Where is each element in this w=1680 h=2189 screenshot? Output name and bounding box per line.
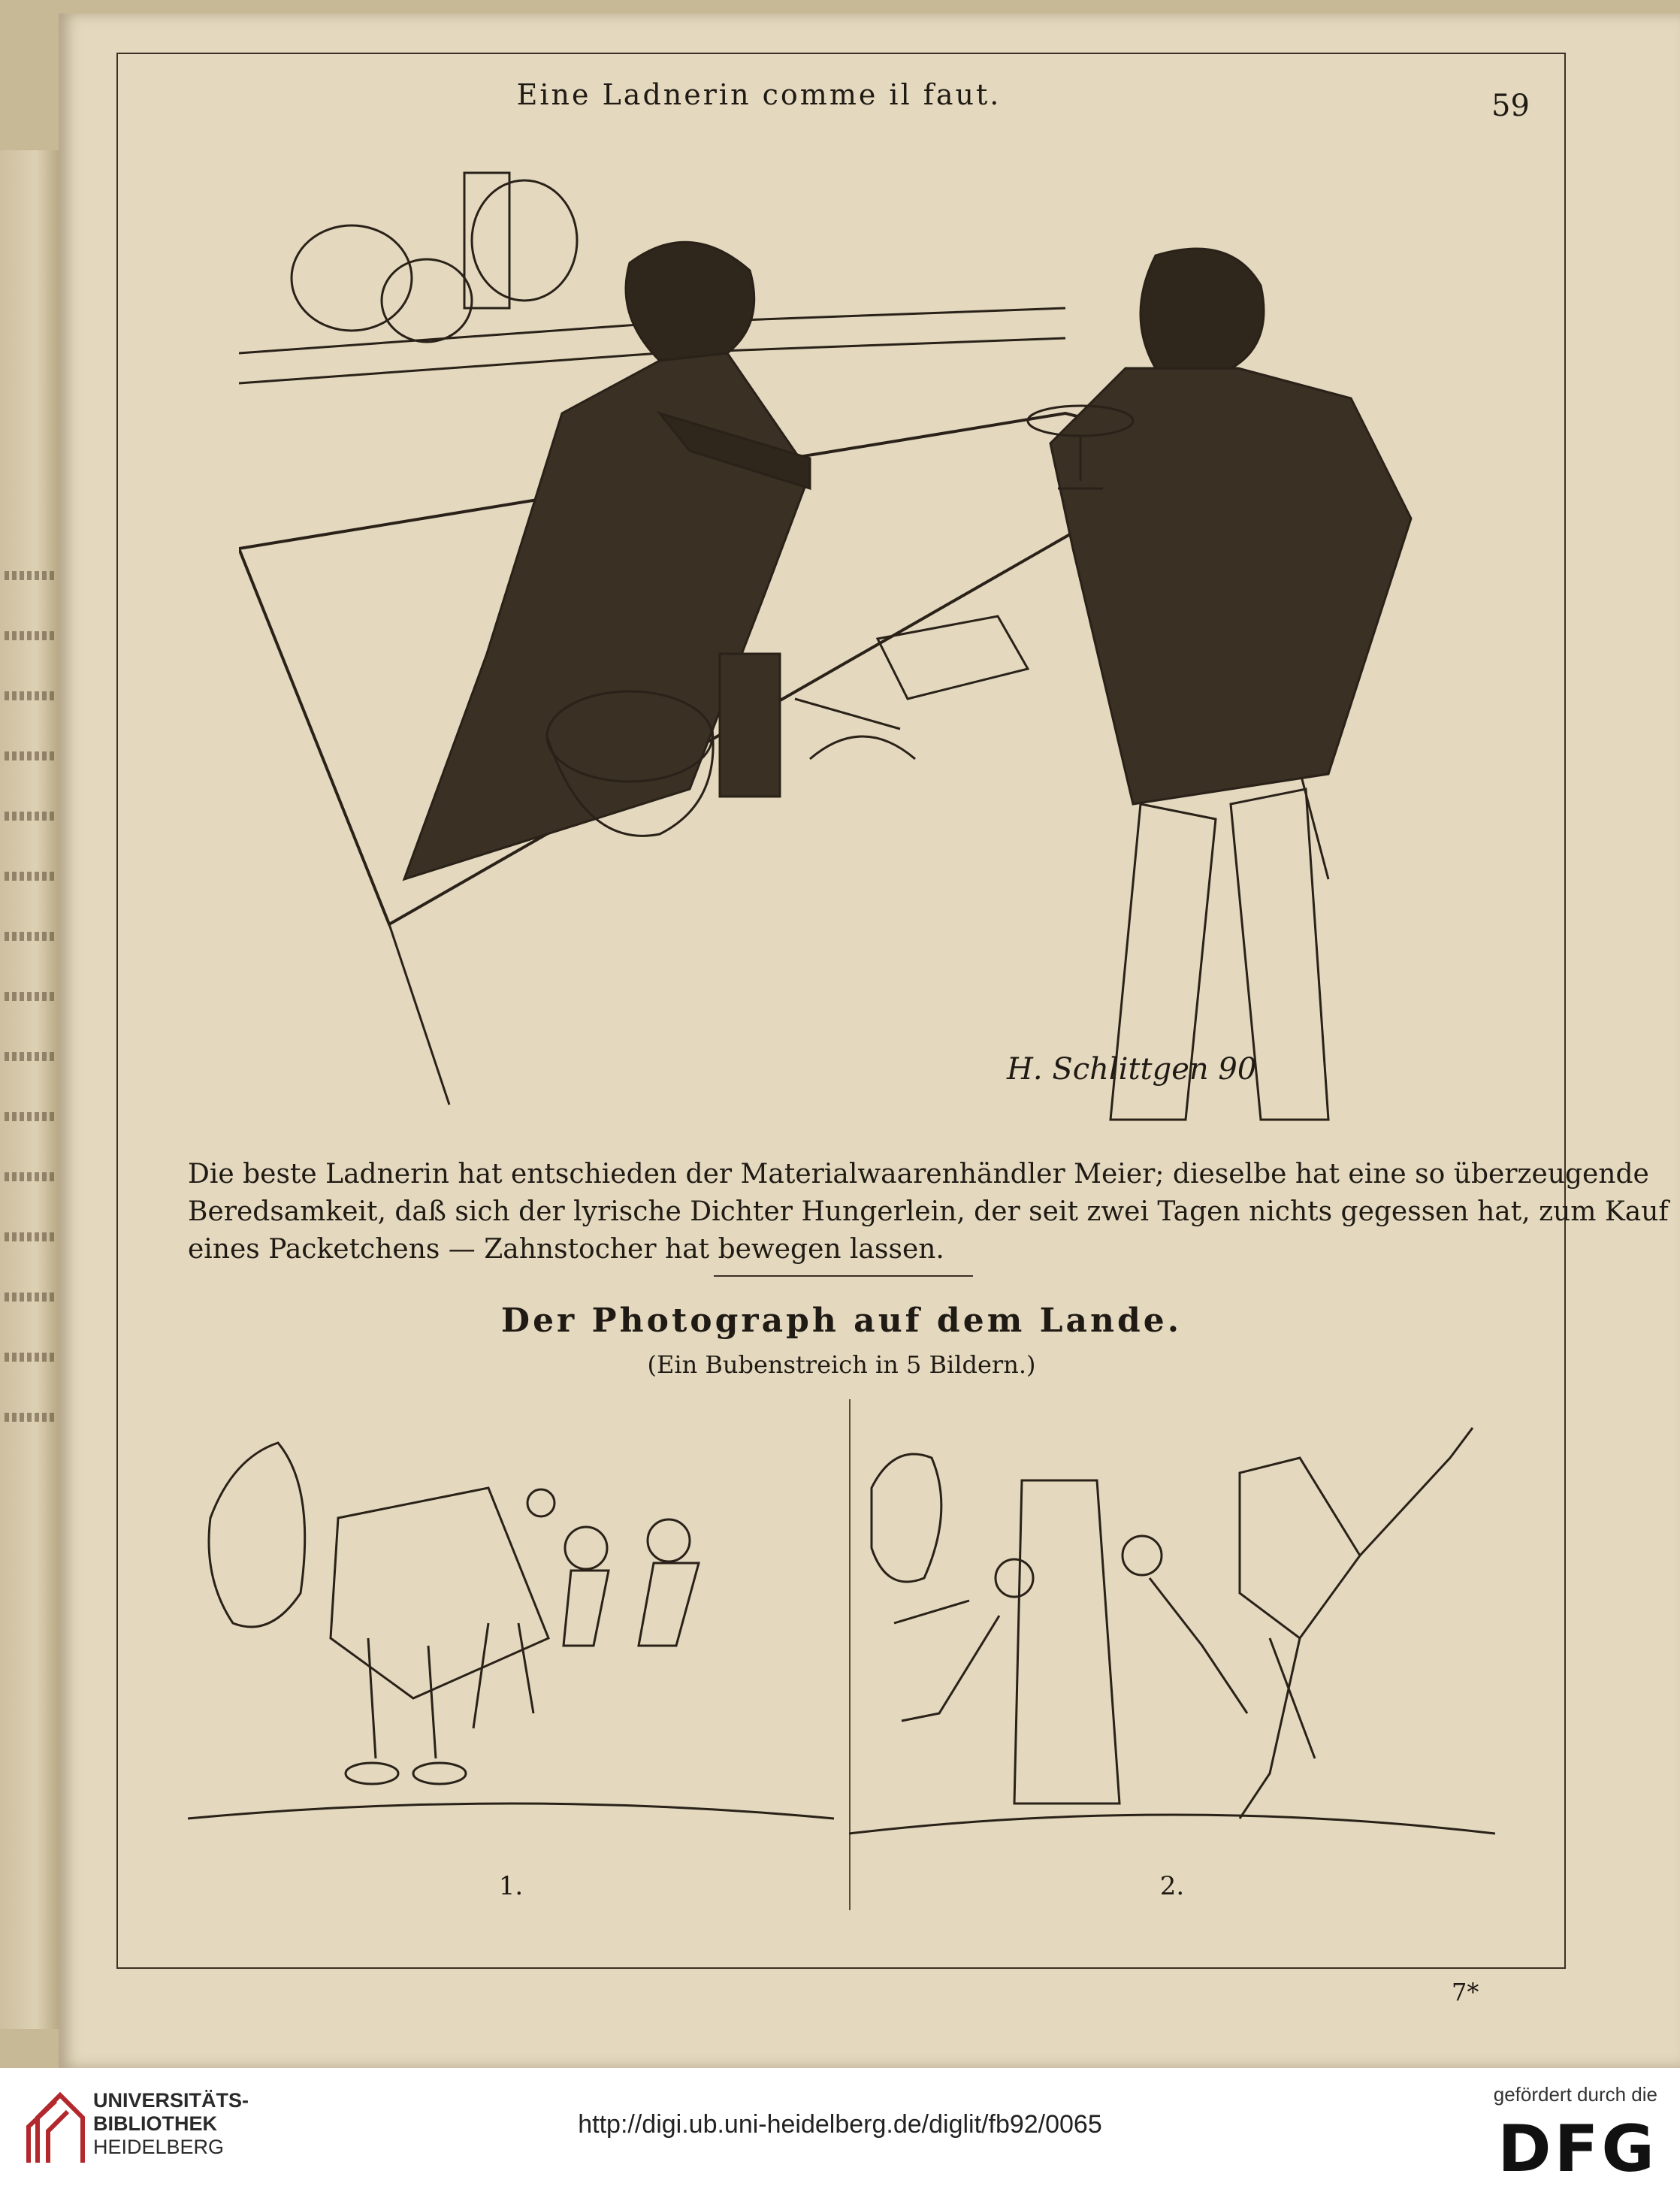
panel-number: 1.	[498, 1871, 524, 1901]
permalink-url[interactable]: http://digi.ub.uni-heidelberg.de/diglit/fb92/0065	[578, 2110, 1102, 2139]
caption-line: Beredsamkeit, daß sich der lyrische Dichter Hungerlein, der seit zwei Tagen nichts gegessen hat, zum Kauf	[188, 1196, 1669, 1227]
signature-mark: 7*	[1452, 1978, 1479, 2006]
previous-page-edge	[0, 150, 60, 2029]
header-title: Eine Ladnerin comme il faut.	[516, 78, 1002, 111]
photographer-illustration	[188, 1398, 834, 1864]
funder-label: gefördert durch die	[1493, 2083, 1657, 2106]
comic-panel-1	[188, 1398, 834, 1916]
library-footer	[0, 2068, 1680, 2189]
library-name-line: HEIDELBERG	[93, 2136, 225, 2158]
section-title: Der Photograph auf dem Lande.	[500, 1302, 1183, 1340]
page-number: 59	[1491, 89, 1530, 123]
pranksters-illustration	[849, 1398, 1495, 1864]
panel-number: 2.	[1159, 1871, 1185, 1901]
artist-signature: H. Schlittgen 90	[1007, 1052, 1257, 1087]
section-rule	[714, 1275, 973, 1277]
dfg-logo: DFG	[1497, 2112, 1657, 2187]
library-name-line: UNIVERSITÄTS-	[93, 2089, 249, 2112]
comic-panel-2	[849, 1398, 1495, 1916]
caption-line: Die beste Ladnerin hat entschieden der Materialwaarenhändler Meier; dieselbe hat eine so überzeugende	[188, 1159, 1649, 1190]
shop-illustration	[239, 128, 1486, 1135]
section-subtitle: (Ein Bubenstreich in 5 Bildern.)	[647, 1350, 1036, 1379]
caption-line: eines Packetchens — Zahnstocher hat bewegen lassen.	[188, 1234, 944, 1265]
library-name-line: BIBLIOTHEK	[93, 2112, 217, 2135]
cartoon-caption	[188, 1156, 1669, 1268]
